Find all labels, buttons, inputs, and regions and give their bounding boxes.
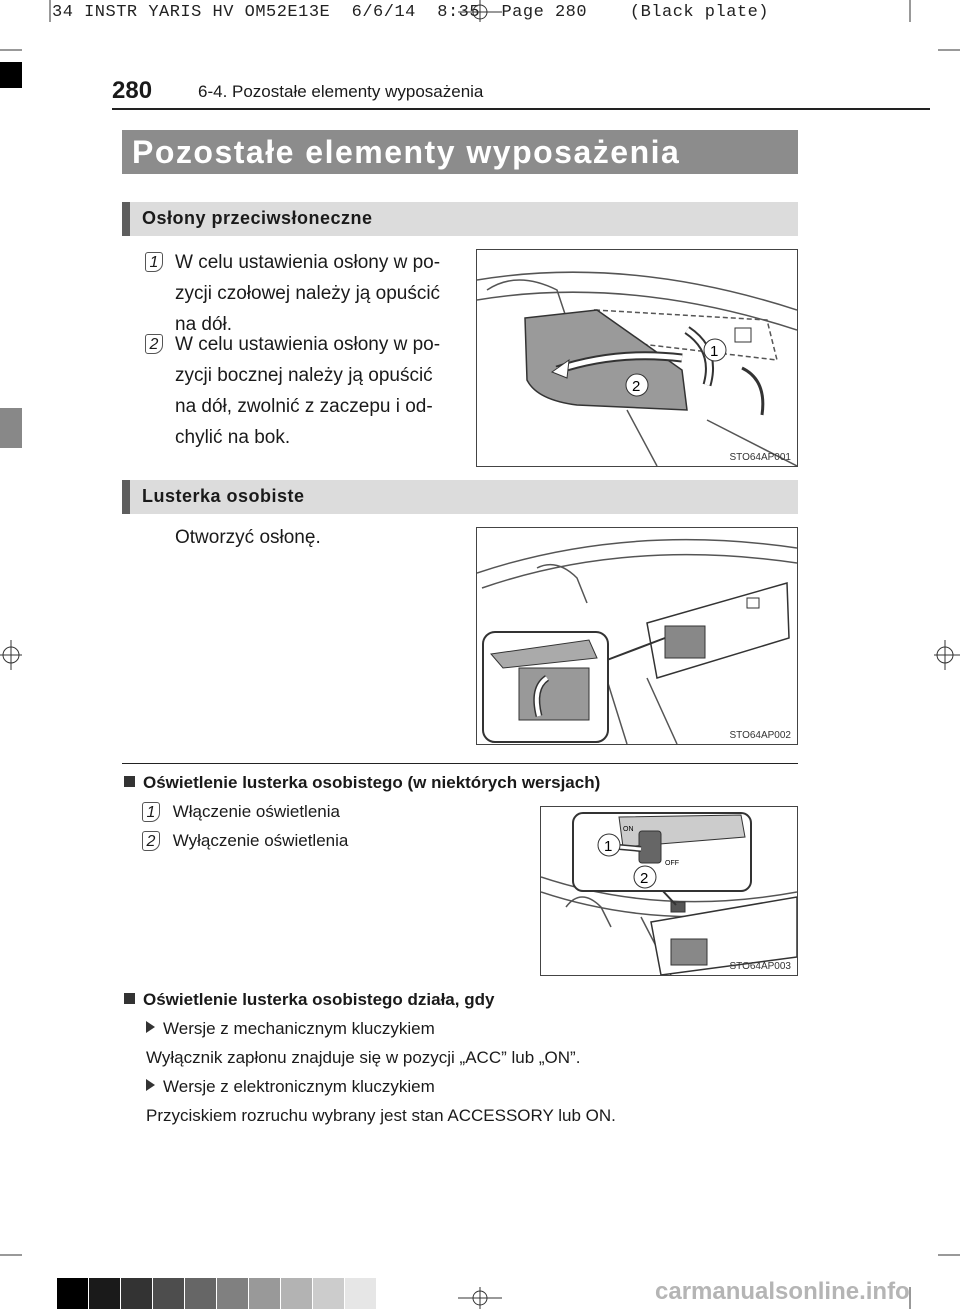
print-header: 34 INSTR YARIS HV OM52E13E 6/6/14 8:35 Page 280 (Black plate) — [52, 3, 770, 22]
sun-visor-step-2 — [142, 329, 467, 453]
header-rule — [112, 108, 930, 110]
mirror-lights-heading: Oświetlenie lusterka osobistego (w niektórych wersjach) — [124, 770, 600, 796]
page-title-bar — [122, 130, 798, 174]
step-text-line: W celu ustawienia osłony w po- — [175, 334, 441, 355]
color-swatch — [121, 1278, 152, 1309]
vanity-mirror-illustration — [476, 527, 798, 745]
callout-2: 2 — [632, 378, 641, 395]
operation-item-electronic-label: Wersje z elektronicznym kluczykiem — [146, 1074, 435, 1100]
color-swatch — [249, 1278, 280, 1309]
color-swatch — [57, 1278, 88, 1309]
switch-label-on: ON — [623, 826, 634, 833]
mirror-light-step-1: 1 Włączenie oświetlenia — [142, 799, 340, 825]
section-reference: 6-4. Pozostałe elementy wyposażenia — [198, 82, 484, 101]
color-swatch — [281, 1278, 312, 1309]
step-text-line: chylić na bok. — [175, 427, 291, 448]
triangle-bullet-icon — [146, 1021, 155, 1033]
operation-item-mechanical-text: Wyłącznik zapłonu znajduje się w pozycji „ACC” lub „ON”. — [146, 1048, 581, 1067]
vanity-mirrors-heading-bar — [122, 480, 798, 514]
sun-visor-step-1 — [142, 247, 467, 340]
color-swatch — [313, 1278, 344, 1309]
color-swatch — [153, 1278, 184, 1309]
color-swatch — [89, 1278, 120, 1309]
step-number-badge: 1 — [142, 802, 160, 822]
color-swatch — [345, 1278, 376, 1309]
callout-1: 1 — [710, 343, 719, 360]
mirror-light-step-2: 2 Wyłączenie oświetlenia — [142, 828, 348, 854]
vanity-mirror-text: Otworzyć osłonę. — [175, 527, 321, 548]
operation-heading: Oświetlenie lusterka osobistego działa, gdy — [124, 987, 494, 1013]
watermark: carmanualsonline.info — [655, 1278, 910, 1305]
section-divider — [122, 763, 798, 764]
step-text-line: zycji czołowej należy ją opuścić — [175, 283, 441, 304]
triangle-bullet-icon — [146, 1079, 155, 1091]
step-text-line: na dół. — [175, 314, 233, 335]
operation-item-mechanical-label: Wersje z mechanicznym kluczykiem — [146, 1016, 435, 1042]
figure-code: STO64AP002 — [729, 730, 791, 741]
vanity-mirror-drawing — [477, 528, 797, 744]
step-text-line: zycji bocznej należy ją opuścić — [175, 365, 433, 386]
color-swatch — [217, 1278, 248, 1309]
sun-visor-drawing — [477, 250, 797, 466]
color-swatch — [185, 1278, 216, 1309]
square-bullet-icon — [124, 993, 135, 1004]
page-number: 280 — [112, 77, 153, 104]
step-number-badge: 2 — [145, 334, 163, 354]
square-bullet-icon — [124, 776, 135, 787]
step-text-line: W celu ustawienia osłony w po- — [175, 252, 441, 273]
switch-label-off: OFF — [665, 860, 679, 867]
callout-2: 2 — [640, 870, 649, 887]
figure-code: STO64AP001 — [729, 452, 791, 463]
step-number-badge: 2 — [142, 831, 160, 851]
sun-visor-illustration — [476, 249, 798, 467]
page-title: Pozostałe elementy wyposażenia — [132, 134, 681, 170]
sun-visors-heading: Osłony przeciwsłoneczne — [142, 208, 373, 228]
sun-visors-heading-bar — [122, 202, 798, 236]
mirror-light-drawing — [541, 807, 797, 975]
vanity-mirrors-heading: Lusterka osobiste — [142, 486, 305, 506]
callout-1: 1 — [604, 838, 613, 855]
figure-code: STO64AP003 — [729, 961, 791, 972]
step-text-line: na dół, zwolnić z zaczepu i od- — [175, 396, 433, 417]
mirror-light-illustration — [540, 806, 798, 976]
step-number-badge: 1 — [145, 252, 163, 272]
operation-item-electronic-text: Przyciskiem rozruchu wybrany jest stan ACCESSORY lub ON. — [146, 1106, 616, 1125]
